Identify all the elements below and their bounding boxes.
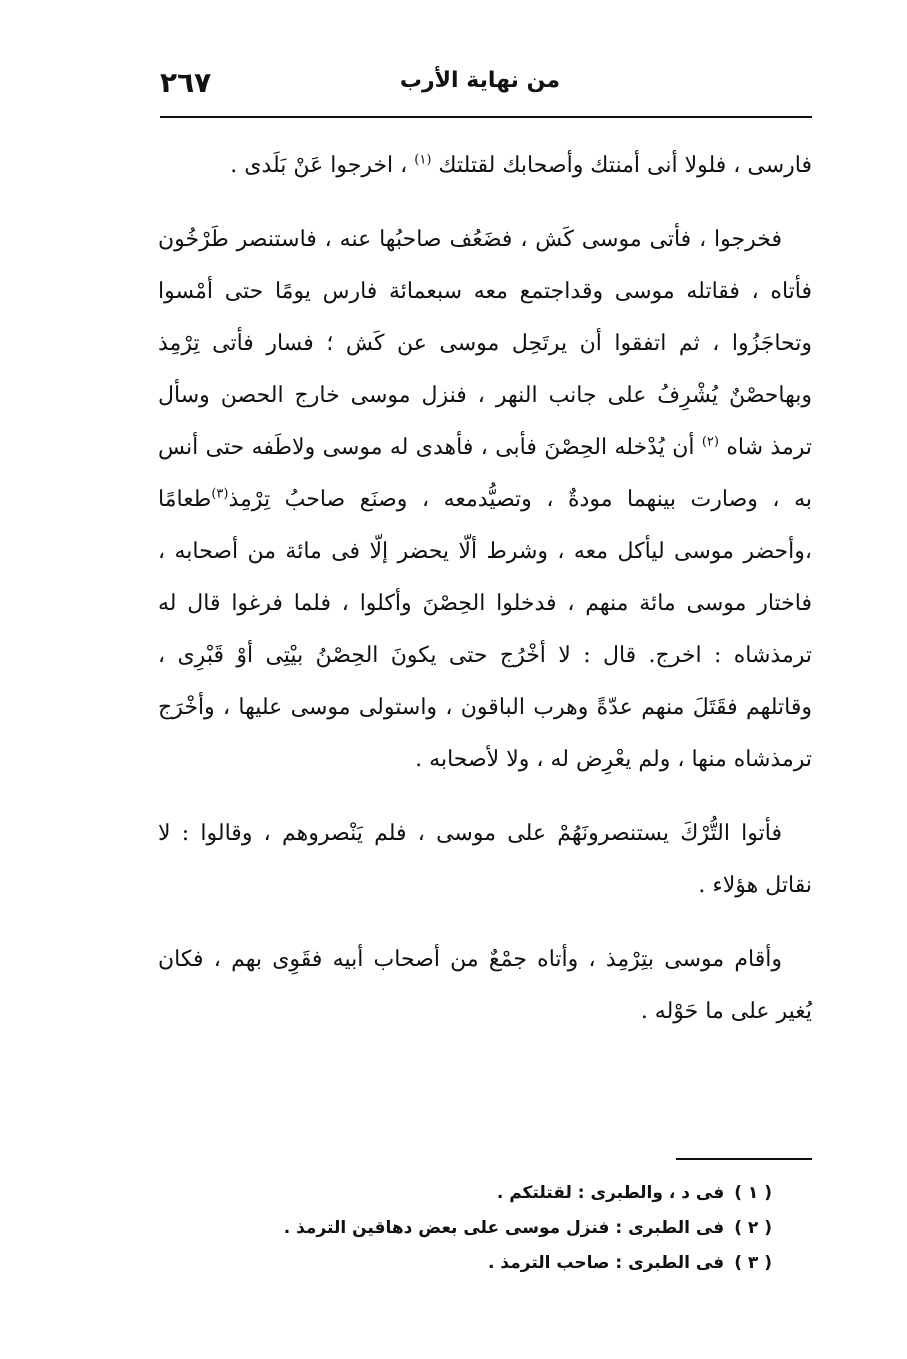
paragraph-gap — [158, 192, 812, 214]
footnote-ref-1: (١) — [414, 152, 432, 168]
paragraph-4: وأقام موسى بتِرْمِذ ، وأتاه جمْعٌ من أصحاب أبيه فقَوِى بهم ، فكان يُغير على ما حَوْله . — [158, 947, 812, 1024]
footnote-ref-3: (٣) — [211, 486, 229, 502]
paragraph-1 — [158, 140, 812, 192]
body-text — [158, 140, 812, 1038]
paragraph-gap — [158, 786, 812, 808]
footnote-3 — [172, 1246, 772, 1281]
paragraph-2-text-b: أن يُدْخله الحِصْنَ فأبى ، فأهدى له موسى ولاطَفه حتى أنس به ، وصارت بينهما مودةٌ ، وتصيُّدمعه ، وصنَع صاحبُ تِرْمِذ — [158, 435, 812, 512]
paragraph-2-text-a: فخرجوا ، فأتى موسى كَش ، فضَعُف صاحبُها عنه ، فاستنصر طَرْخُون فأتاه ، فقاتله موسى وقداجتمع معه سبعمائة فارس يومًا حتى أمْسوا وتحاجَزُوا ، ثم اتفقوا أن يرتَحِل موسى عن كَش ؛ فسار فأتى تِرْمِذ وبهاحصْنٌ يُشْرِفُ على جانب النهر ، فنزل موسى خارج الحصن وسأل ترمذ شاه — [158, 227, 812, 460]
header-rule — [160, 116, 812, 118]
footnote-text: فى الطبرى : صاحب الترمذ . — [488, 1253, 725, 1273]
footnotes — [172, 1176, 772, 1281]
running-title: من نهاية الأرب — [399, 68, 560, 93]
page-number: ٢٦٧ — [160, 66, 212, 99]
footnote-text: فى د ، والطبرى : لقتلتكم . — [496, 1183, 725, 1203]
footnote-ref-2: (٢) — [701, 434, 719, 450]
page-header — [160, 66, 810, 106]
paragraph-2-text-c: طعامًا ،وأحضر موسى ليأكل معه ، وشرط ألّا يحضر إلّا فى مائة من أصحابه ، فاختار موسى مائة منهم ، فدخلوا الحِصْنَ وأكلوا ، فلما فرغوا قال له ترمذشاه : اخرج. قال : لا أخْرُج حتى يكونَ الحِصْنُ بيْتِى أوْ قَبْرِى ، وقاتلهم فقَتَلَ منهم عدّةً وهرب الباقون ، واستولى موسى عليها ، وأخْرَج ترمذشاه منها ، ولم يعْرِض له ، ولا لأصحابه . — [158, 487, 812, 772]
paragraph-gap — [158, 912, 812, 934]
paragraph-1-text-b: ، اخرجوا عَنْ بَلَدى . — [230, 153, 415, 178]
footnote-rule — [676, 1158, 812, 1160]
footnote-number: ( ٣ ) — [734, 1253, 772, 1273]
paragraph-1-text-a: فارسى ، فلولا أنى أمنتك وأصحابك لقتلتك — [431, 153, 812, 178]
paragraph-3: فأتوا التُّرْكَ يستنصرونَهُمْ على موسى ، فلم يَنْصروهم ، وقالوا : لا نقاتل هؤلاء . — [158, 821, 812, 898]
footnote-text: فى الطبرى : فنزل موسى على بعض دهاقين الترمذ . — [283, 1218, 725, 1238]
footnote-1 — [172, 1176, 772, 1211]
footnote-number: ( ٢ ) — [734, 1218, 772, 1238]
footnote-number: ( ١ ) — [734, 1183, 772, 1203]
paragraph-2 — [158, 214, 812, 786]
footnote-2 — [172, 1211, 772, 1246]
